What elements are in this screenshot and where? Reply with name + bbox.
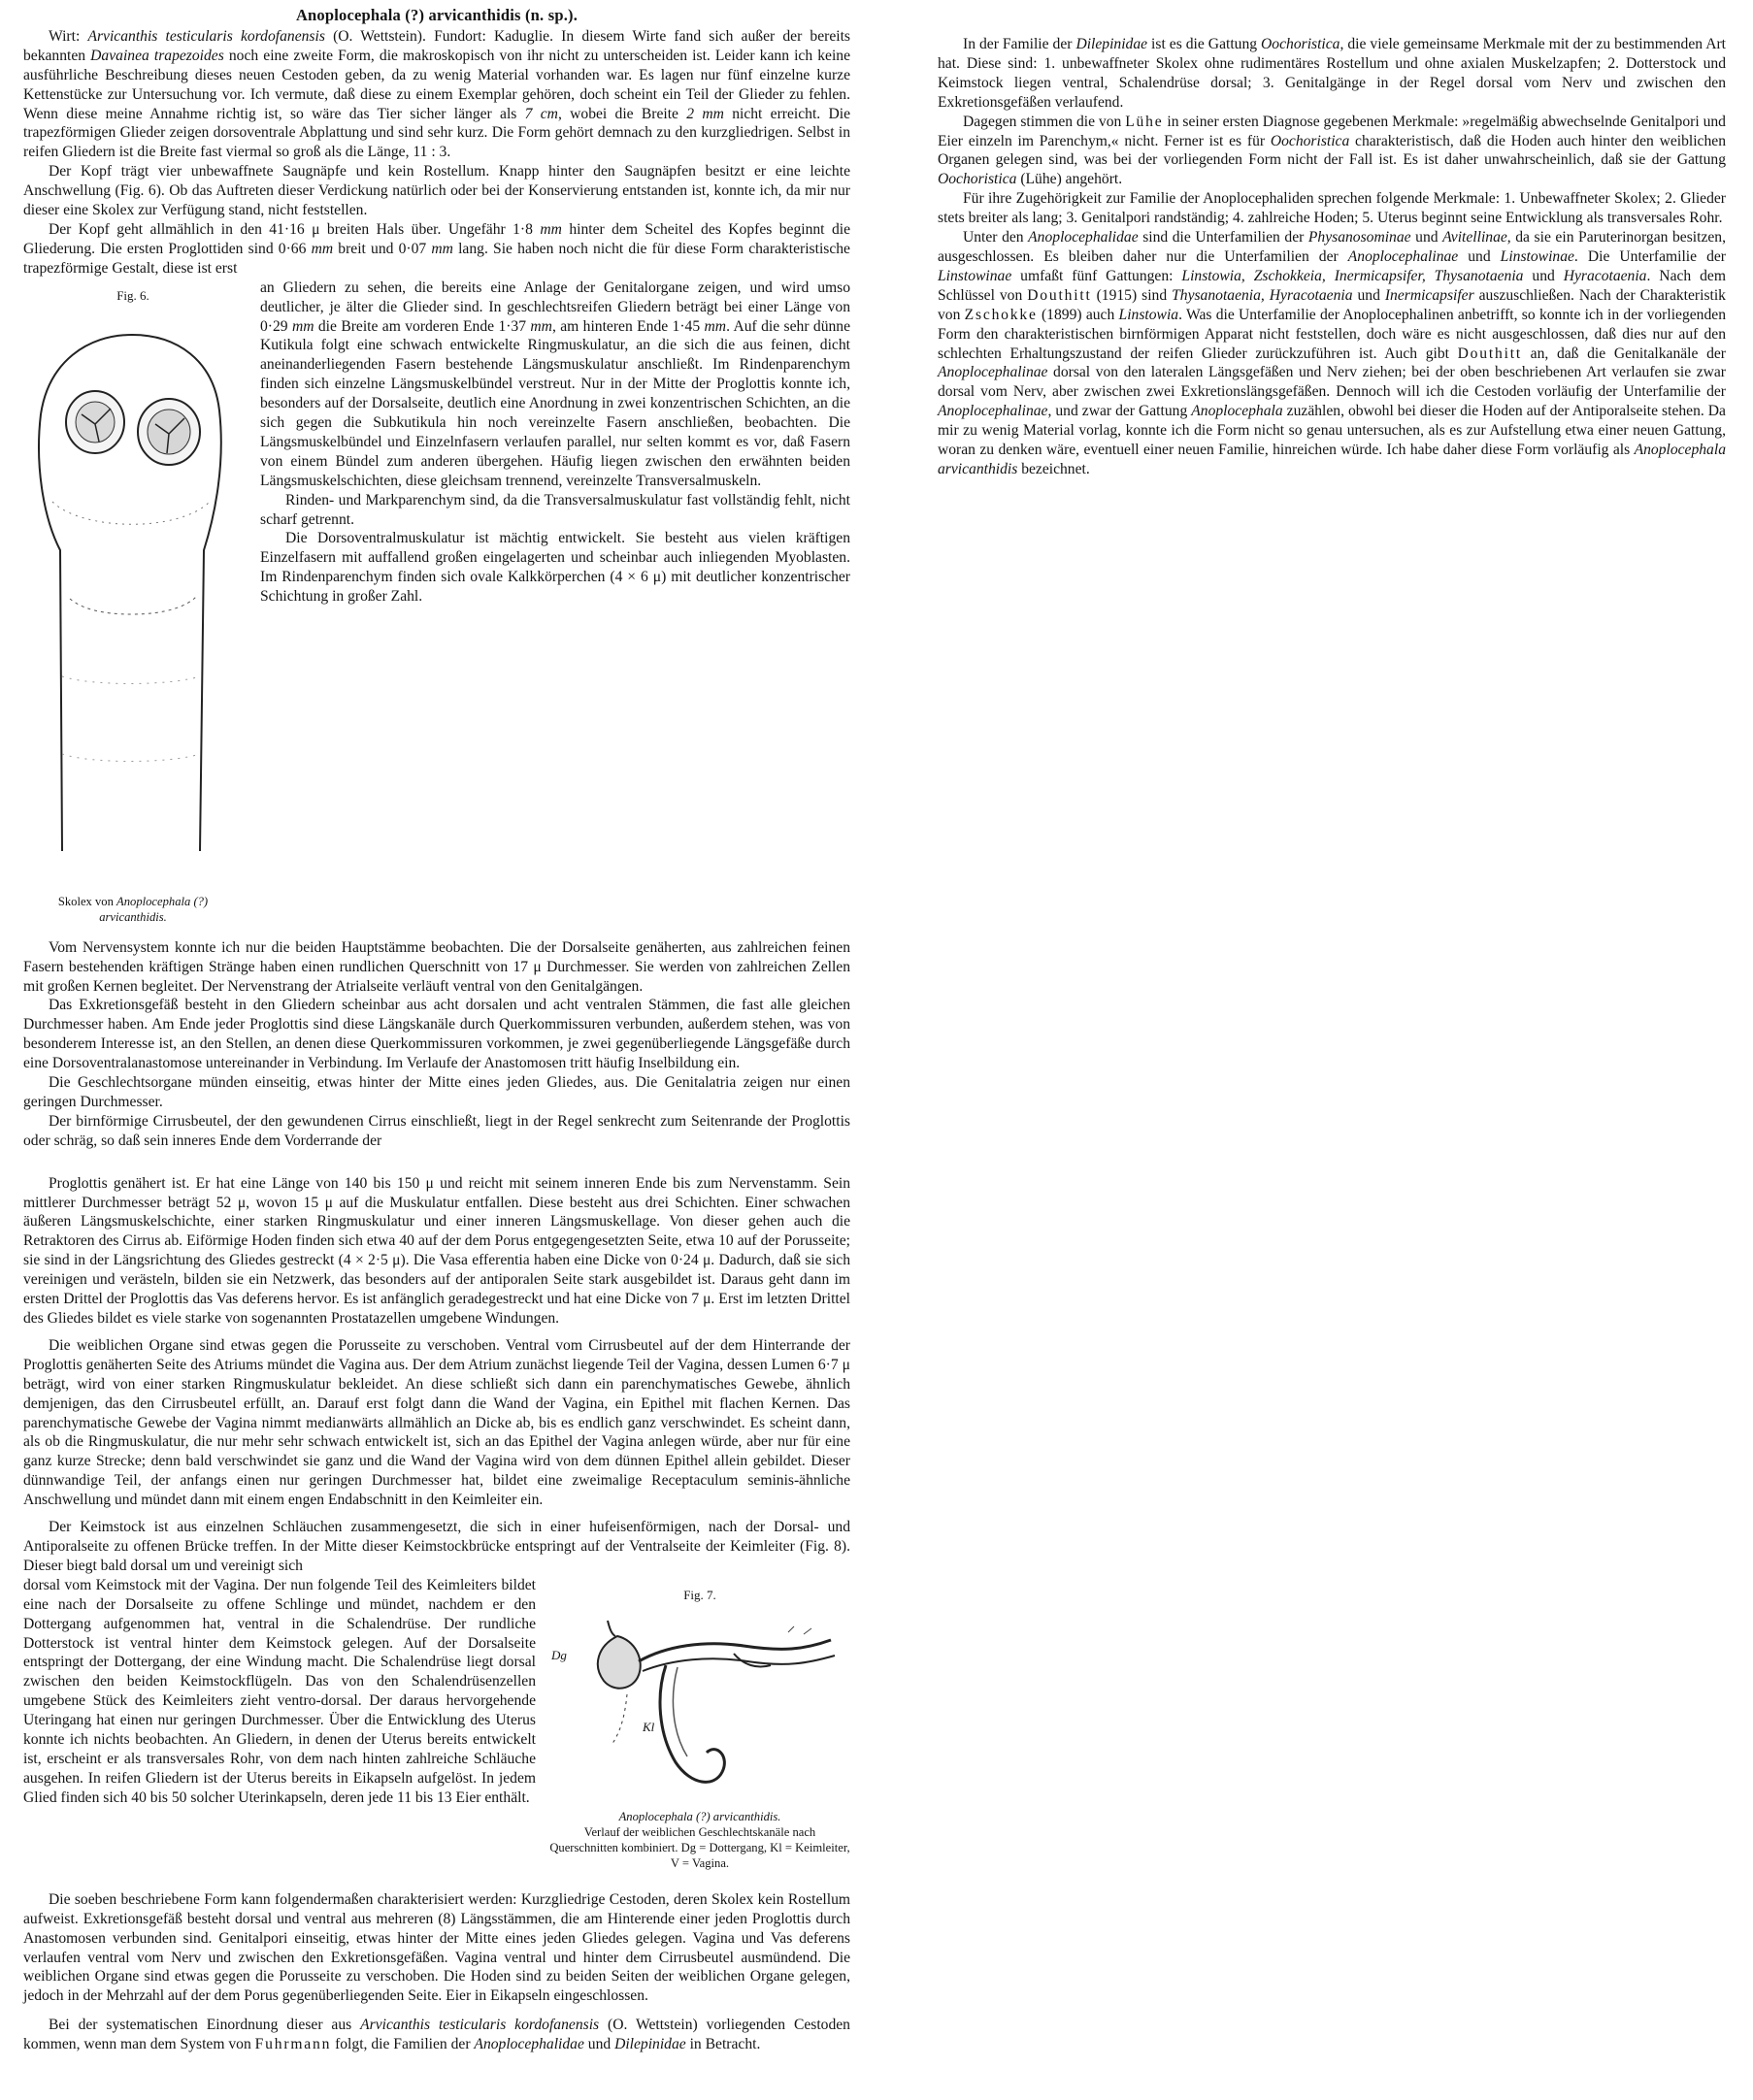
italic-term: mm [291,317,314,335]
italic-term: Linstowia, Zschokkeia, Inermicapsifer, Thysanotaenia [1181,267,1524,284]
left-column [23,6,850,2054]
italic-term: Dilepinidae [1075,36,1148,52]
italic-term: Anoplocephalidae [474,2036,584,2053]
paragraph: Die weiblichen Organe sind etwas gegen die Porusseite zu verschoben. Ventral vom Cirrusbeutel auf der dem Hinterrande der Proglottis genäherten Seite des Atriums mündet die Vagina aus. Der dem Atrium zunächst liegende Teil der Vagina, dessen Lumen 6·7 μ beträgt, wird von einer starken Ringmuskulatur bekleidet. An diese schließt sich dann ein parenchymatisches Gewebe, ähnlich demjenigen, das den Cirrusbeutel erfüllt, an. Darauf erst folgt dann die Wand der Vagina, ein Epithel mit flachen Kernen. Das parenchymatische Gewebe der Vagina nimmt medianwärts allmählich an Dicke ab, bis es endlich ganz verschwindet. Es scheint dann, als ob die Ringmuskulatur, die nur mehr sehr schwach entwickelt ist, sich an das Epithel der Vagina anlegen würde, aber nur für eine ganz kurze Strecke; denn bald verschwindet sie ganz und die Wand der Vagina wird von dem dünnen Epithel allein gebildet. Dieser dünnwandige Teil, der anfangs einen nur geringen Durchmesser hat, bildet eine zweimalige Receptaculum seminis-ähnliche Anschwellung und mündet dann mit einem engen Endabschnitt in den Keimleiter ein. [23,1336,850,1509]
figure-7 [549,1582,850,1873]
italic-term: Hyracotaenia [1563,267,1647,284]
text-block-right [938,35,1726,479]
article-title: Anoplocephala (?) arvicanthidis (n. sp.). [295,6,579,24]
label-dg: Dg [551,1647,567,1662]
italic-term: mm [530,317,552,335]
italic-term: Oochoristica [938,171,1017,188]
italic-term: Arvicanthis testicularis kordofanensis [360,2017,600,2034]
italic-term: mm [311,240,334,257]
paragraph: Die Geschlechtsorgane münden einseitig, etwas hinter der Mitte eines jeden Gliedes, aus. Die Genitalatria zeigen nur einen geringen Durchmesser. [23,1074,850,1110]
author-name: Lühe [1125,113,1164,130]
figure-7-caption [549,1809,850,1871]
paragraph: Für ihre Zugehörigkeit zur Familie der Anoplocephaliden sprechen folgende Merkmale: 1. Unbewaffneter Skolex; 2. Glieder stets breiter als lang; 3. Genitalpori randständig; 4. zahlreiche Hoden; 5. Uterus beginnt seine Entwicklung als transversales Rohr. [938,190,1726,227]
text-block-lower [23,1174,850,1510]
paragraph: Dagegen stimmen die von Lühe in seiner ersten Diagnose gegebenen Merkmale: »regelmäßig abwechselnde Genitalpori und Eier einzeln im Parenchym,« nicht. Ferner ist es für Oochoristica charakteristisch, daß die Hoden auch hinter den weiblichen Organen gelegen sind, was bei der vorliegenden Form nicht der Fall ist. Es ist daher unwahrscheinlich, daß sie der Gattung Oochoristica (Lühe) angehört. [938,113,1726,188]
italic-term: Linstowia [1118,306,1179,323]
author-name: Douthitt [1457,345,1523,362]
italic-term: Oochoristica [1270,132,1350,149]
italic-term: Avitellinae [1442,229,1507,246]
paragraph: In der Familie der Dilepinidae ist es die Gattung Oochoristica, die viele gemeinsame Merkmale mit der zu bestimmenden Art hat. Diese sind: 1. unbewaffneter Skolex ohne rudimentäres Rostellum und ohne axialen Muskelzapfen; 2. Dotterstock und Keimstock liegen ventral, Schalendrüse dorsal; 3. Genitalgänge in der Regel dorsal vom Nerv und zwischen den Exkretionsgefäßen verlaufend. [938,36,1726,111]
italic-term: Anoplocephala arvicanthidis [938,442,1726,477]
italic-term: mm [704,317,727,335]
author-name: Douthitt [1027,286,1092,304]
paragraph: Unter den Anoplocephalidae sind die Unterfamilien der Physanosominae und Avitellinae, da sie ein Paruterinorgan besitzen, ausgeschlossen. Es bleiben daher nur die Unterfamilien der Anoplocephalinae und Linstowinae. Die Unterfamilie der Linstowinae umfaßt fünf Gattungen: Linstowia, Zschokkeia, Inermicapsifer, Thysanotaenia und Hyracotaenia. Nach dem Schlüssel von Douthitt (1915) sind Thysanotaenia, Hyracotaenia und Inermicapsifer auszuschließen. Nach der Charakteristik von Zschokke (1899) auch Linstowia. Was die Unterfamilie der Anoplocephalinen anbetrifft, so konnte ich in der vorliegenden Form den charakteristischen birnförmigen Apparat nicht feststellen, doch wäre es nicht ausgeschlossen, daß dies nur auf den schlechten Erhaltungszustand der reifen Glieder zurückzuführen ist. Auch gibt Douthitt an, daß die Genitalkanäle der Anoplocephalinae dorsal von den lateralen Längsgefäßen und Nerv ziehen; bei der oben beschriebenen Art verlaufen sie zwar dorsal vom Nerv, aber zwischen zwei Exkretionslängsgefäßen. Dennoch will ich die Cestoden vorläufig der Unterfamilie der Anoplocephalinae, und zwar der Gattung Anoplocephala zuzählen, obwohl bei dieser die Hoden auf der Antiporalseite stehen. Da mir zu wenig Material vorlag, konnte ich die Form nicht so genau untersuchen, als es zur Aufstellung etwa einer neuen Gattung, woran zu denken wäre, eventuell einer neuen Familie, hinreichen würde. Ich habe daher diese Form vorläufig als Anoplocephala arvicanthidis bezeichnet. [938,229,1727,477]
italic-term: Inermicapsifer [1384,286,1474,304]
italic-term: Linstowinae [938,267,1012,284]
italic-term: mm [540,220,562,238]
italic-term: 2 mm [686,105,724,122]
paragraph: Das Exkretionsgefäß besteht in den Gliedern scheinbar aus acht dorsalen und acht ventralen Stämmen, die fast alle gleichen Durchmesser haben. Am Ende jeder Proglottis sind diese Längskanäle durch Querkommissuren verbunden, außerdem stehen, was von besonderem Interesse ist, an den Stellen, an denen diese Querkommissuren vorkommen, je zwei gegenüberliegende Längsgefäße durch eine Dorsoventralanastomose untereinander in Verbindung. Im Verlaufe der Anastomosen tritt häufig Inselbildung ein. [23,997,850,1072]
italic-term: Linstowinae [1500,247,1574,265]
paragraph: Die Dorsoventralmuskulatur ist mächtig entwickelt. Sie besteht aus vielen kräftigen Einzelfasern mit auffallend großen eingelagerten und scheinbar auch inliegenden Myoblasten. Im Rindenparenchym finden sich ovale Kalkkörperchen (4 × 6 μ) mit deutlicher konzentrischer Schichtung in großer Zahl. [260,530,850,606]
figure-7-caption-title: Anoplocephala (?) arvicanthidis. [618,1809,781,1823]
italic-term: Davainea trapezoides [90,47,224,64]
italic-term: Anoplocephala [1191,403,1283,420]
figure-7-caption-text: Verlauf der weiblichen Geschlechtskanäle nach Querschnitten kombiniert. Dg = Dottergang, Kl = Keimleiter, V = Vagina. [549,1824,850,1870]
author-name: Fuhrmann [254,2036,332,2053]
italic-term: Dilepinidae [614,2036,686,2053]
figure-6-caption [23,894,243,925]
italic-term: Anoplocephalinae [938,364,1048,381]
figure-6-label: Fig. 6. [116,287,149,303]
paragraph-wrapped: dorsal vom Keimstock mit der Vagina. Der nun folgende Teil des Keimleiters bildet eine nach der Dorsalseite zu offene Schlinge und mündet, nachdem er den Dottergang aufgenommen hat, ventral in die Schalendrüse. Der rundliche Dotterstock ist ventral hinter dem Keimstock gelegen. Auf der Dorsalseite entspringt der Dottergang, der eine Windung macht. Die Schalendrüse liegt dorsal zwischen den beiden Keimstockflügeln. Das von den Schalendrüsenzellen umgebene Stück des Keimleiters zieht ventro-dorsal. Der daraus hervorgehende Uteringang hat einen nur geringen Durchmesser. Über die Entwicklung des Uterus konnte ich nichts beobachten. An Gliedern, in denen der Uterus bereits entwickelt ist, erscheint er als transversales Rohr, von dem nach hinten zahlreiche Schläuche ausgehen. In reifen Gliedern ist der Uterus bereits in Eikapseln aufgelöst. In jedem Glied finden sich 40 bis 50 solcher Uterinkapseln, deren jede 11 bis 13 Eier enthält. [23,1576,536,1806]
figure-6-caption-prefix: Skolex von [57,894,117,908]
paragraph: Wirt: Arvicanthis testicularis kordofanensis (O. Wettstein). Fundort: Kaduglie. In diesem Wirte fand sich außer der bereits bekannten Davainea trapezoides noch eine zweite Form, die makroskopisch von ihr nicht zu unterscheiden ist. Leider kann ich keine ausführliche Beschreibung dieses neuen Cestoden geben, da zu wenig Material vorhanden war. Es lagen nur fünf einzelne kurze Kettenstücke zur Untersuchung vor. Ich vermute, daß diese zu einem Exemplar gehören, doch scheint ein Teil der Glieder zu fehlen. Wenn diese meine Annahme richtig ist, so wäre das Tier sicher länger als 7 cm, wobei die Breite 2 mm nicht erreicht. Die trapezförmigen Glieder zeigen dorsoventrale Abplattung und sind sehr kurz. Die Form gehört demnach zu den kurzgliedrigen. Selbst in reifen Gliedern ist die Breite fast viermal so groß als die Länge, 11 : 3. [23,27,850,161]
genital-ducts-illustration [549,1607,850,1801]
italic-term: Anoplocephalinae [1347,247,1459,265]
figure-6-caption-taxon: Anoplocephala (?) arvicanthidis. [99,894,209,924]
figure-6 [23,286,243,935]
italic-term: Oochoristica [1261,36,1340,52]
paragraph: Bei der systematischen Einordnung dieser aus Arvicanthis testicularis kordofanensis (O. Wettstein) vorliegenden Cestoden kommen, wenn man dem System von Fuhrmann folgt, die Familien der Anoplocephalidae und Dilepinidae in Betracht. [23,2017,850,2053]
italic-term: Anoplocephalidae [1028,229,1139,246]
paragraph: Der Keimstock ist aus einzelnen Schläuchen zusammengesetzt, die sich in einer hufeisenförmigen, nach der Dorsal- und Antiporalseite zu offenen Brücke treffen. In der Mitte dieser Keimstockbrücke entspringt auf der Ventralseite der Keimleiter (Fig. 8). Dieser biegt bald dorsal um und vereinigt sich [23,1519,850,1574]
figure-7-label: Fig. 7. [683,1587,716,1602]
scolex-illustration [23,308,243,851]
italic-term: Thysanotaenia, Hyracotaenia [1172,286,1353,304]
italic-term: 7 cm [524,105,558,122]
italic-term: Arvicanthis testicularis kordofanensis [87,27,325,45]
paragraph: Der Kopf trägt vier unbewaffnete Saugnäpfe und kein Rostellum. Knapp hinter den Saugnäpfen besitzt er eine leichte Anschwellung (Fig. 6). Ob das Auftreten dieser Verdickung natürlich oder bei der Konservierung entstanden ist, konnte ich, da mir nur dieser eine Skolex zur Verfügung stand, nicht feststellen. [23,163,850,219]
text-block-end [23,1890,850,2054]
right-column [938,35,1726,479]
paragraph: Der Kopf geht allmählich in den 41·16 μ breiten Hals über. Ungefähr 1·8 mm hinter dem Scheitel des Kopfes beginnt die Gliederung. Die ersten Proglottiden sind 0·66 mm breit und 0·07 mm lang. Sie haben noch nicht die für diese Form charakteristische trapezförmige Gestalt, diese ist erst [23,220,850,277]
paragraph: Der birnförmige Cirrusbeutel, der den gewundenen Cirrus einschließt, liegt in der Regel senkrecht zum Seitenrande der Proglottis oder schräg, so daß sein inneres Ende dem Vorderrande der [23,1112,850,1149]
italic-term: Physanosominae [1307,229,1411,246]
paragraph-wrapped: an Gliedern zu sehen, die bereits eine Anlage der Genitalorgane zeigen, und wird umso deutlicher, je älter die Glieder sind. In geschlechtsreifen Gliedern beträgt bei einer Länge von 0·29 mm die Breite am vorderen Ende 1·37 mm, am hinteren Ende 1·45 mm. Auf die sehr dünne Kutikula folgt eine schwach entwickelte Ringmuskulatur, an die sich die aus feinen, dicht aneinanderliegenden Fasern bestehende Längsmuskulatur anschließt. Im Rindenparenchym finden sich einzelne Längsmuskelbündel verstreut. Nur in der Mitte der Proglottis konnte ich, besonders auf der Dorsalseite, deutlich eine Anordnung in zwei konzentrischen Schichten, an die sich gegen die Subkutikula hin noch vereinzelte Fasern anschließen, beobachten. Die Längsmuskelbündel und Einzelnfasern verlaufen parallel, nur selten kommt es vor, daß Fasern von einem Bündel zum anderen übergehen. Häufig liegen zwischen den erwähnten beiden Längsmuskelschichten, diese gleichsam trennend, vereinzelte Transversalmuskeln. [260,279,851,489]
paragraph: Vom Nervensystem konnte ich nur die beiden Hauptstämme beobachten. Die der Dorsalseite genäherten, aus zahlreichen feinen Fasern bestehenden kräftigen Stränge haben einen rundlichen Querschnitt von 17 μ Durchmesser. Sie werden von zahlreichen Zellen mit großen Kernen begleitet. Der Nervenstrang der Atrialseite verläuft ventral von den Genitalgängen. [23,938,850,995]
paragraph: Proglottis genähert ist. Er hat eine Länge von 140 bis 150 μ und reicht mit seinem inneren Ende bis zum Nervenstamm. Sein mittlerer Durchmesser beträgt 52 μ, wovon 15 μ auf die Muskulatur entfallen. Diese besteht aus drei Schichten. Einer schwachen äußeren Längsmuskelschichte, einer starken Ringmuskulatur und einer inneren Längsmuskellage. Von dieser gehen auch die Retraktoren des Cirrus ab. Eiförmige Hoden finden sich etwa 40 auf der dem Porus entgegengesetzten Seite, etwa 10 auf der Porusseite; sie sind in der Längsrichtung des Gliedes gestreckt (4 × 2·5 μ). Die Vasa efferentia haben eine Dicke von 0·24 μ. Dadurch, daß sie sich vereinigen und verästeln, bilden sie ein Netzwerk, das besonders auf der antiporalen Seite stark ausgebildet ist. Daraus geht dann im ersten Drittel der Proglottis das Vas deferens hervor. Es ist anfänglich geradegestreckt und hat eine Dicke von 7 μ. Erst im letzten Drittel des Gliedes bildet es viele starke von sogenannten Prostatazellen umgebene Windungen. [23,1174,850,1327]
paragraph: Die soeben beschriebene Form kann folgendermaßen charakterisiert werden: Kurzgliedrige Cestoden, deren Skolex kein Rostellum aufweist. Exkretionsgefäß besteht dorsal und ventral aus mehreren (8) Längsstämmen, die am Hinterende einer jeden Proglottis durch Anastomosen verbunden sind. Genitalpori einseitig, etwas hinter der Mitte eines jeden Gliedes gelegen. Vagina und Vas deferens verlaufen ventral vom Nerv und zwischen den Exkretionsgefäßen. Vagina ventral und hinter dem Cirrusbeutel ausmündend. Die weiblichen Organe sind etwas gegen die Porusseite zu verschoben. Die Hoden sind zu beiden Seiten der weiblichen Organe gelegen, jedoch in der Mehrzahl auf der dem Porus gegenüberliegenden Seite. Eier in Eikapseln eingeschlossen. [23,1890,850,2005]
text-block-top [23,27,850,220]
italic-term: Anoplocephalinae [938,403,1048,420]
paragraph: Rinden- und Markparenchym sind, da die Transversalmuskulatur fast vollständig fehlt, nicht scharf getrennt. [260,491,850,528]
text-block-mid [23,938,850,1151]
author-name: Zschokke [964,306,1038,323]
label-kl: Kl [643,1719,655,1734]
italic-term: mm [431,240,453,257]
